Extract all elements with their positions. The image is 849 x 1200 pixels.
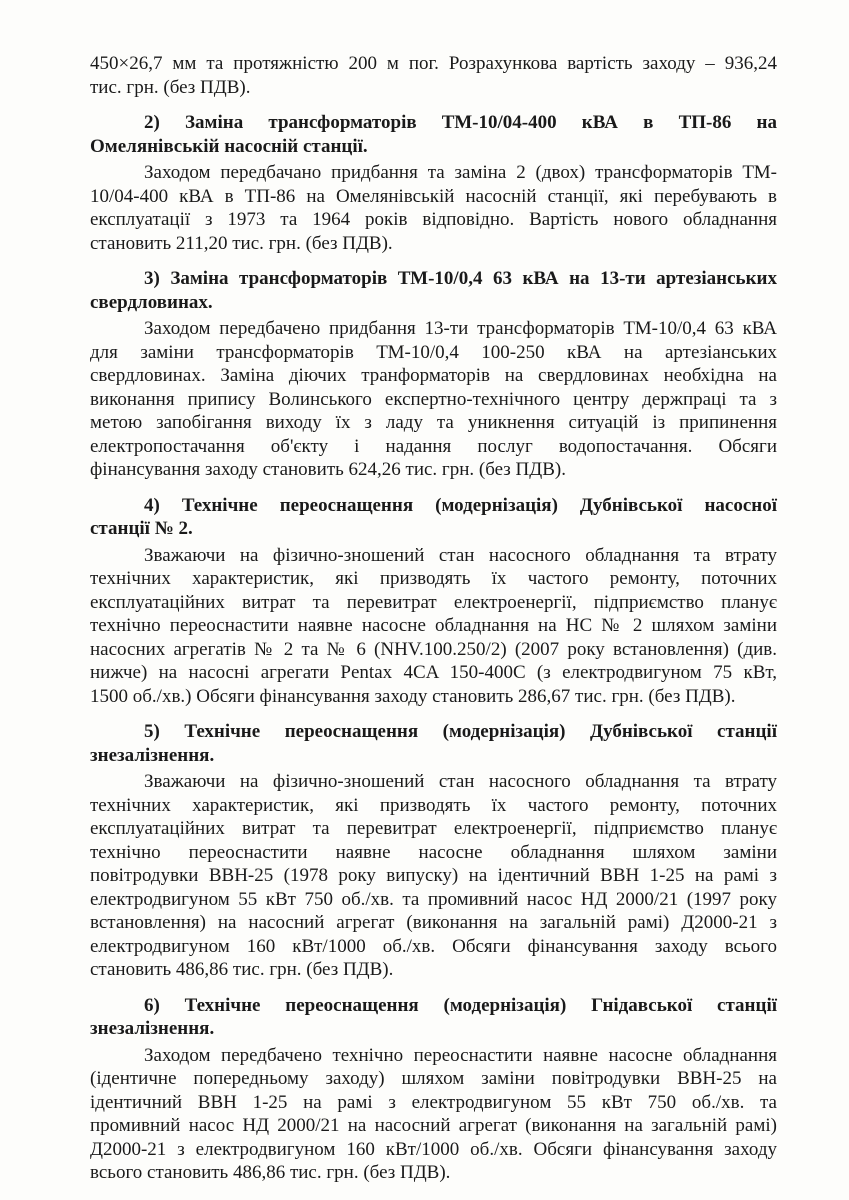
section-heading-line: 3) Заміна трансформаторів ТМ-10/0,4 63 кВА на 13-ти артезіанських [144,268,777,289]
section-body [90,317,777,482]
section-heading [90,994,777,1041]
section-body-line: технічно переоснастити наявне насосне обладнання на НС № 2 шляхом заміни [90,615,777,636]
section-body-line: експлуатації з 1973 та 1964 років відповідно. Вартість нового обладнання [90,209,777,230]
section-body-line: Д2000-21 з електродвигуном 160 кВт/1000 об./хв. Обсяги фінансування заходу [90,1138,777,1160]
section-heading [90,720,777,767]
section-body [90,544,777,709]
section-body-line: експлуатаційних витрат та перевитрат електроенергії, підприємство планує [90,591,777,613]
section-body-line: 10/04-400 кВА в ТП-86 на Омелянівській насосній станції, які перебувають в [90,185,777,207]
sections-container [90,111,777,1185]
section-body [90,1044,777,1185]
section-body-line: становить 486,86 тис. грн. (без ПДВ). [90,959,394,980]
section-heading-line: 6) Технічне переоснащення (модернізація) Гнідавської станції [144,994,777,1016]
section-body-line: виконання припису Волинського експертно-технічного центру держпраці та з [90,388,777,410]
section-body-line: промивний насос НД 2000/21 на насосний агрегат (виконання на загальній рамі) [90,1115,777,1136]
section-body-line: технічно переоснастити наявне насосне обладнання шляхом заміни [90,841,777,863]
section-heading [90,111,777,158]
section-body-line: фінансування заходу становить 624,26 тис. грн. (без ПДВ). [90,459,566,480]
intro-line: 450×26,7 мм та протяжністю 200 м пог. Розрахункова вартість заходу – 936,24 [90,53,777,74]
section-body-line: насосних агрегатів № 2 та № 6 (NHV.100.250/2) (2007 року встановлення) (див. [90,638,777,660]
section-body-line: експлуатаційних витрат та перевитрат електроенергії, підприємство планує [90,818,777,839]
section-heading [90,494,777,541]
section-body [90,770,777,982]
section-body-line: Зважаючи на фізично-зношений стан насосного обладнання та втрату [144,544,777,566]
section-heading-line: 2) Заміна трансформаторів ТМ-10/04-400 кВА в ТП-86 на [144,112,777,133]
section-heading-line: свердловинах. [90,291,213,313]
section-body-line: Зважаючи на фізично-зношений стан насосного обладнання та втрату [144,771,777,792]
section-body-line: ідентичний ВВН 1-25 на рамі з електродвигуном 55 кВт 750 об./хв. та [90,1091,777,1113]
section-heading-line: знезалізнення. [90,744,215,766]
section-body-line: становить 211,20 тис. грн. (без ПДВ). [90,232,393,254]
section-body-line: нижче) на насосні агрегати Pentax 4CA 150-400C (з електродвигуном 75 кВт, [90,662,777,683]
section-body-line: електропостачання об'єкту і надання послуг водопостачання. Обсяги [90,435,777,457]
section-body [90,161,777,255]
section-body-line: повітродувки ВВН-25 (1978 року випуску) на ідентичний ВВН 1-25 на рамі з [90,865,777,886]
intro-line: тис. грн. (без ПДВ). [90,76,251,98]
section-body-line: Заходом передбачено придбання 13-ти трансформаторів ТМ-10/0,4 63 кВА [144,318,777,339]
section-body-line: Заходом передбачано придбання та заміна 2 (двох) трансформаторів ТМ- [144,162,777,183]
section-body-line: метою запобігання виходу їх з ладу та уникнення ситуацій із припинення [90,412,777,433]
section-heading-line: 5) Технічне переоснащення (модернізація) Дубнівської станції [144,721,777,742]
section-heading-line: станції № 2. [90,518,193,539]
section-heading-line: Омелянівській насосній станції. [90,135,368,157]
section-body-line: 1500 об./хв.) Обсяги фінансування заходу становить 286,67 тис. грн. (без ПДВ). [90,685,736,707]
section-body-line: для заміни трансформаторів ТМ-10/0,4 100-250 кВА на артезіанських [90,341,777,363]
section-body-line: всього становить 486,86 тис. грн. (без ПДВ). [90,1162,451,1183]
section-body-line: Заходом передбачено технічно переоснастити наявне насосне обладнання [144,1044,777,1066]
section-body-line: електродвигуном 160 кВт/1000 об./хв. Обсяги фінансування заходу всього [90,935,777,957]
intro-paragraph [90,52,777,99]
section-heading-line: 4) Технічне переоснащення (модернізація) Дубнівської насосної [144,494,777,516]
section-body-line: технічних характеристик, які призводять їх частого ремонту, поточних [90,568,777,589]
section-body-line: встановлення) на насосний агрегат (виконання на загальній рамі) Д2000-21 з [90,912,777,933]
section-body-line: (ідентичне попередньому заходу) шляхом заміни повітродувки ВВН-25 на [90,1068,777,1089]
section-heading [90,267,777,314]
section-heading-line: знезалізнення. [90,1018,215,1039]
section-body-line: свердловинах. Заміна діючих транформаторів на свердловинах необхідна на [90,365,777,386]
section-body-line: електродвигуном 55 кВт 750 об./хв. та промивний насос НД 2000/21 (1997 року [90,888,777,910]
section-body-line: технічних характеристик, які призводять їх частого ремонту, поточних [90,794,777,816]
